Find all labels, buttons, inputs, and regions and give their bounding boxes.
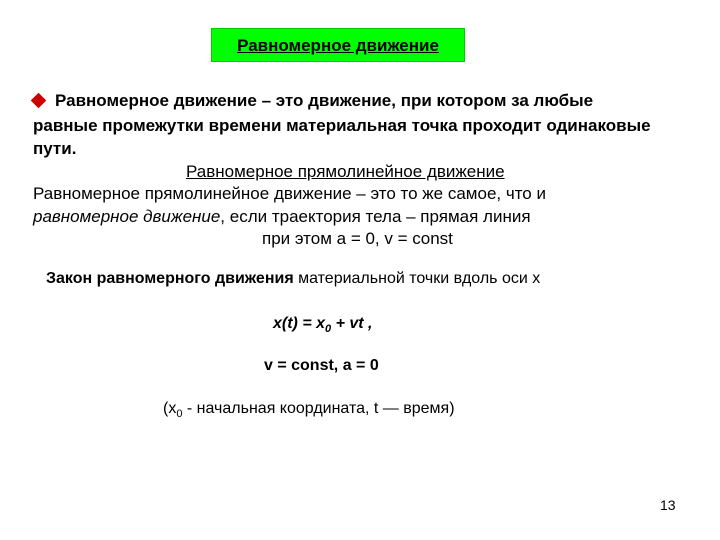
- title-box: [211, 28, 465, 62]
- formula-part-a: x(t) = x: [273, 315, 326, 332]
- definition-line-3: пути.: [33, 139, 77, 158]
- red-diamond-bullet-icon: [31, 93, 47, 109]
- note-part-a: (x: [163, 400, 177, 417]
- conditions: v = const, a = 0: [264, 357, 379, 374]
- slide-title: Равномерное движение: [237, 36, 439, 55]
- definition-line-1: Равномерное движение – это движение, при котором за любые: [55, 91, 594, 110]
- subtitle: Равномерное прямолинейное движение: [186, 162, 505, 181]
- page-number: 13: [660, 497, 676, 513]
- note: [163, 400, 455, 420]
- rectilinear-line-2: [33, 207, 531, 227]
- formula-subscript: 0: [325, 323, 332, 336]
- formula-part-b: + vt ,: [331, 315, 373, 332]
- rectilinear-line-2-rest: , если траектория тела – прямая линия: [220, 207, 531, 226]
- law-line: [46, 270, 540, 288]
- note-part-b: - начальная координата, t — время): [182, 400, 455, 417]
- law-bold: Закон равномерного движения: [46, 270, 294, 287]
- emphasis-text: равномерное движение: [33, 207, 221, 226]
- definition-line-2: равные промежутки времени материальная точка проходит одинаковые: [33, 116, 651, 135]
- rectilinear-line-1: Равномерное прямолинейное движение – это то же самое, что и: [33, 184, 546, 203]
- law-rest: материальной точки вдоль оси x: [293, 270, 541, 287]
- rectilinear-line-3: при этом a = 0, v = const: [262, 229, 453, 248]
- formula: [273, 315, 373, 335]
- note-subscript: 0: [176, 408, 183, 421]
